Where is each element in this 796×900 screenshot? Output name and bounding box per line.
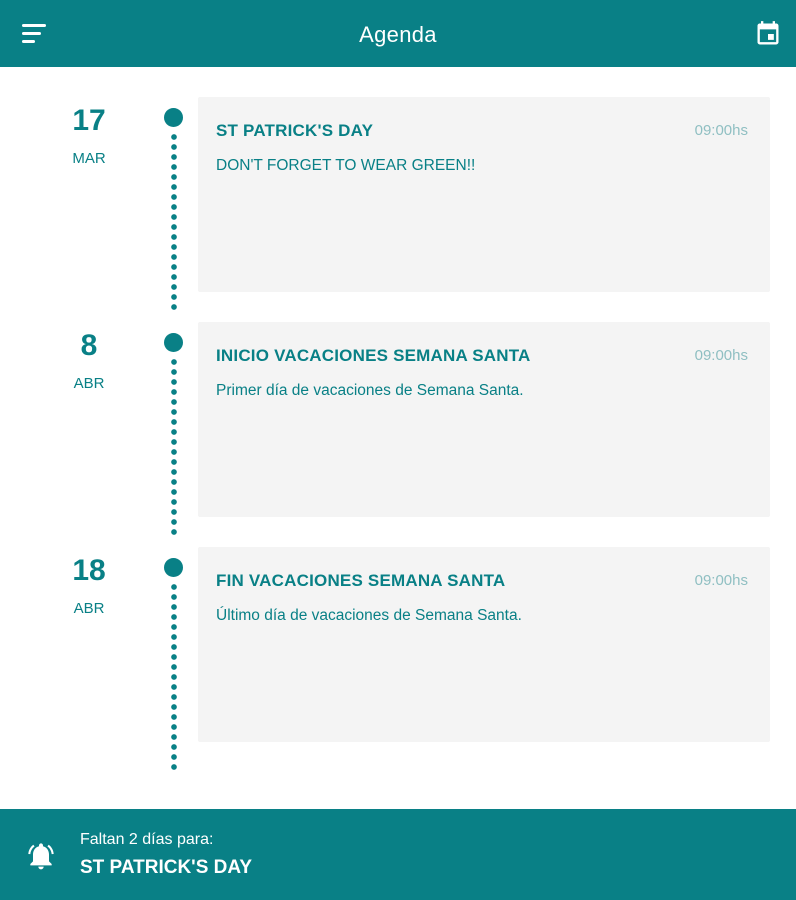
event-day: 8 — [80, 329, 98, 362]
app-header — [0, 0, 796, 67]
timeline-connector — [171, 582, 177, 772]
event-time: 09:00hs — [694, 122, 748, 139]
event-day: 18 — [72, 554, 106, 587]
event-title: FIN VACACIONES SEMANA SANTA — [216, 571, 506, 590]
timeline-connector — [171, 132, 177, 312]
event-card[interactable] — [198, 97, 770, 292]
event-day: 17 — [72, 104, 106, 137]
timeline-dot — [164, 108, 183, 127]
timeline-dot — [164, 333, 183, 352]
event-title: INICIO VACACIONES SEMANA SANTA — [216, 346, 531, 365]
calendar-button[interactable] — [754, 20, 782, 48]
event-description: DON'T FORGET TO WEAR GREEN!! — [216, 157, 476, 174]
event-time: 09:00hs — [694, 347, 748, 364]
page-title: Agenda — [359, 22, 437, 47]
bell-icon — [25, 840, 57, 872]
next-event-title: ST PATRICK'S DAY — [80, 857, 253, 878]
event-title: ST PATRICK'S DAY — [216, 121, 374, 140]
event-description: Primer día de vacaciones de Semana Santa. — [216, 382, 524, 399]
event-entry — [0, 517, 796, 717]
event-month: ABR — [73, 600, 105, 617]
timeline-dot — [164, 558, 183, 577]
event-card[interactable] — [198, 547, 770, 742]
event-month: ABR — [73, 375, 105, 392]
agenda-timeline — [0, 67, 796, 809]
event-description: Último día de vacaciones de Semana Santa. — [216, 607, 522, 624]
event-card[interactable] — [198, 322, 770, 517]
countdown-footer[interactable] — [0, 809, 796, 900]
timeline-connector — [171, 357, 177, 537]
event-entry — [0, 292, 796, 492]
calendar-icon — [754, 20, 782, 48]
event-entry — [0, 67, 796, 267]
countdown-text: Faltan 2 días para: — [80, 831, 214, 848]
event-month: MAR — [72, 150, 106, 167]
event-time: 09:00hs — [694, 572, 748, 589]
